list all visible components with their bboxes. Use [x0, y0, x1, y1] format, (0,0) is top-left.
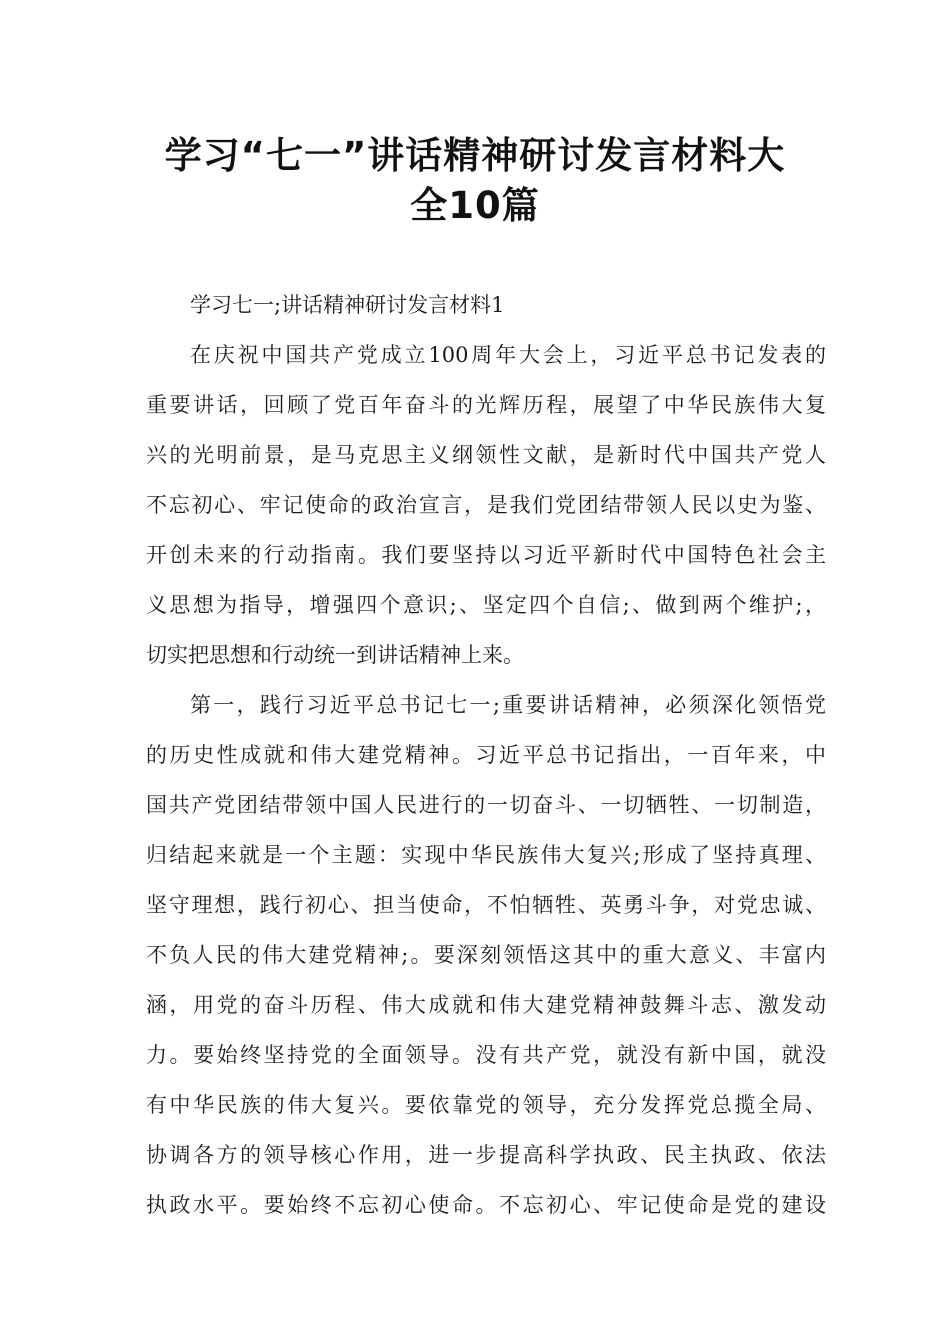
- paragraph-line: 涵，用党的奋斗历程、伟大成就和伟大建党精神鼓舞斗志、激发动: [146, 993, 826, 1017]
- paragraph-line: 坚守理想，践行初心、担当使命，不怕牺牲、英勇斗争，对党忠诚、: [146, 893, 826, 917]
- paragraph-line: 在庆祝中国共产党成立100周年大会上，习近平总书记发表的: [190, 343, 826, 367]
- paragraph-line: 国共产党团结带领中国人民进行的一切奋斗、一切牺牲、一切制造，: [146, 793, 826, 817]
- paragraph-line: 开创未来的行动指南。我们要坚持以习近平新时代中国特色社会主: [146, 543, 826, 567]
- document-title-line-1: 学习“七一”讲话精神研讨发言材料大: [164, 134, 786, 177]
- paragraph-line: 协调各方的领导核心作用，进一步提高科学执政、民主执政、依法: [146, 1143, 826, 1167]
- paragraph-line: 不忘初心、牢记使命的政治宣言，是我们党团结带领人民以史为鉴、: [146, 493, 826, 517]
- document-body: [146, 280, 826, 1230]
- paragraph-line: 归结起来就是一个主题：实现中华民族伟大复兴;形成了坚持真理、: [146, 843, 826, 867]
- paragraph-line: 第一，践行习近平总书记七一;重要讲话精神，必须深化领悟党: [190, 693, 826, 717]
- paragraph-line: 的历史性成就和伟大建党精神。习近平总书记指出，一百年来，中: [146, 743, 826, 767]
- document-title-line-2: 全10篇: [410, 184, 540, 227]
- paragraph-line: 力。要始终坚持党的全面领导。没有共产党，就没有新中国，就没: [146, 1043, 826, 1067]
- paragraph-line: 义思想为指导，增强四个意识;、坚定四个自信;、做到两个维护;，: [146, 593, 826, 617]
- paragraph-line: 不负人民的伟大建党精神;。要深刻领悟这其中的重大意义、丰富内: [146, 943, 826, 967]
- paragraph-line: 重要讲话，回顾了党百年奋斗的光辉历程，展望了中华民族伟大复: [146, 393, 826, 417]
- paragraph-line: 有中华民族的伟大复兴。要依靠党的领导，充分发挥党总揽全局、: [146, 1093, 826, 1117]
- subtitle-line: 学习七一;讲话精神研讨发言材料1: [190, 293, 505, 317]
- paragraph-line: 切实把思想和行动统一到讲话精神上来。: [146, 643, 524, 667]
- paragraph-line: 兴的光明前景，是马克思主义纲领性文献，是新时代中国共产党人: [146, 443, 826, 467]
- paragraph-line: 执政水平。要始终不忘初心使命。不忘初心、牢记使命是党的建设: [146, 1193, 826, 1217]
